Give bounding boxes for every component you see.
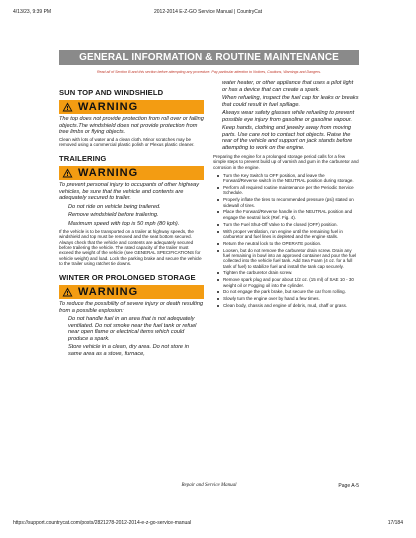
section-notice: Read all of Section B and this section before attempting any procedure. Pay particular attention to Notices, Cautions, Warnings and Dangers. — [96, 70, 322, 74]
trailering-warning-intro: To prevent personal injury to occupants of other highway vehicles, be sure that the vehicle and contents are adequately secured to trailer. — [59, 182, 200, 202]
warning-triangle-icon — [62, 102, 73, 112]
list-item: Properly inflate the tires to recommended pressure (psi) stated on sidewall of tires. — [213, 197, 359, 208]
list-item: Place the Forward/Reverse handle in the NEUTRAL position and engage the neutral lock (Ref. Fig. 4). — [213, 209, 359, 220]
list-item: Clean body, chassis and engine of debris, mud, chaff or grass. — [213, 303, 359, 308]
manual-page — [59, 50, 359, 496]
trailering-heading: TRAILERING — [59, 154, 107, 164]
winter-warning-item: Always wear safety glasses while refueling to prevent possible eye injury from gasoline or gasoline vapour. — [222, 110, 355, 123]
manual-page-footer — [59, 483, 359, 493]
sun-top-warning-text: The top does not provide protection from roll over or falling objects.The windshield does not provide protection from tree limbs or flying objects. — [59, 116, 204, 135]
winter-warning-intro: To reduce the possibility of severe injury or death resulting from a possible explosion: — [59, 301, 204, 314]
left-column — [59, 80, 204, 357]
warning-label: WARNING — [78, 101, 139, 113]
list-item: Turn the Fuel Shut-Off Valve to the closed (OFF) position. — [213, 222, 359, 227]
print-url: https://support.countrycat.com/posts/2821278-2012-2014-e-z-go-service-manual — [13, 520, 192, 526]
print-datetime: 4/13/23, 9:39 PM — [13, 9, 52, 15]
winter-warning-item: Keep hands, clothing and jewelry away from moving parts. Use care not to contact hot objects. Raise the rear of the vehicle and support on jack stands before attempting to work on the engine. — [222, 125, 353, 151]
storage-prep-text: Preparing the engine for a prolonged storage period calls for a few simple steps to prevent build up of varnish and gum in the carburetor and corrosion in the engine. — [213, 154, 359, 170]
winter-warning-item: water heater, or other appliance that uses a pilot light or has a device that can create a spark. — [222, 80, 354, 93]
right-column — [213, 80, 359, 310]
list-item: Remove spark plug and pour about 1/2 oz. (15 ml) of SAE 10 - 30 weight oil or Fogging oil into the cylinder. — [213, 277, 359, 288]
warning-triangle-icon — [62, 287, 73, 297]
sun-top-cleaning-text: Clean with lots of water and a clean cloth. Minor scratches may be removed using a commercial plastic polish or Plexus plastic cleaner. — [59, 136, 195, 147]
trailering-warning-item: Maximum speed with top is 50 mph (80 kph). — [68, 220, 180, 227]
list-item: Tighten the carburetor drain screw. — [213, 270, 359, 275]
list-item: With proper ventilation, run engine until the remaining fuel in carburetor and fuel lines is depleted and the engine stalls. — [213, 229, 359, 240]
winter-warning-item: When refueling, inspect the fuel cap for leaks or breaks that could result in fuel spillage. — [222, 95, 359, 108]
winter-warning-bar — [59, 285, 204, 299]
winter-warning-item: Do not handle fuel in an area that is not adequately ventilated. Do not smoke near the fuel tank or refuel near open flame or electrical items which could produce a spark. — [68, 316, 197, 342]
list-item: Loosen, but do not remove the carburetor drain screw. Drain any fuel remaining in bowl into an approved container and pour the fuel collected into the vehicle fuel tank. Add Sea Foam (4 oz. for a full tank of fuel) to stabilize fuel and install the tank cap securely. — [213, 248, 359, 269]
trailering-warning-item: Remove windshield before trailering. — [68, 212, 159, 219]
print-page-title: 2012-2014 E-Z-GO Service Manual | CountryCat — [153, 9, 262, 15]
manual-footer-title: Repair and Service Manual — [181, 483, 237, 488]
list-item: Perform all required routine maintenance per the Periodic Service Schedule. — [213, 185, 359, 196]
trailering-warning-bar — [59, 166, 204, 180]
trailering-body-text: If the vehicle is to be transported on a trailer at highway speeds, the windshield and top must be removed and the seat bottom secured. Always check that the vehicle and contents are adequately secured before trailering the vehicle. The rated capacity of the trailer must exceed the weight of the vehicle (see GENERAL SPECIFICATIONS for vehicle weight) and load. Lock the parking brake and secure the vehicle to the trailer using ratchet tie downs. — [59, 229, 202, 266]
storage-steps-list — [213, 173, 359, 309]
browser-print-footer — [0, 520, 416, 530]
list-item: Turn the Key Switch to OFF position, and leave the Forward/Reverse switch in the NEUTRAL position during storage. — [213, 173, 359, 184]
trailering-warning-item: Do not ride on vehicle being trailered. — [68, 203, 161, 210]
warning-label: WARNING — [78, 167, 139, 180]
manual-page-number: Page A-5 — [338, 483, 359, 489]
warning-triangle-icon — [62, 168, 73, 178]
list-item: Slowly turn the engine over by hand a few times. — [213, 296, 359, 301]
sun-top-heading: SUN TOP AND WINDSHIELD — [59, 88, 164, 97]
warning-label: WARNING — [78, 286, 139, 299]
print-page-counter: 17/184 — [387, 520, 403, 526]
winter-warning-item: Store vehicle in a clean, dry area. Do not store in same area as a stove, furnace, — [68, 344, 189, 357]
browser-print-header — [0, 9, 416, 19]
list-item: Do not engage the park brake, but secure the car from rolling. — [213, 289, 359, 294]
sun-top-warning-bar — [59, 100, 204, 114]
section-banner: GENERAL INFORMATION & ROUTINE MAINTENANCE — [59, 50, 359, 65]
winter-storage-heading: WINTER OR PROLONGED STORAGE — [59, 273, 196, 283]
list-item: Return the neutral lock to the OPERATE position. — [213, 241, 359, 246]
